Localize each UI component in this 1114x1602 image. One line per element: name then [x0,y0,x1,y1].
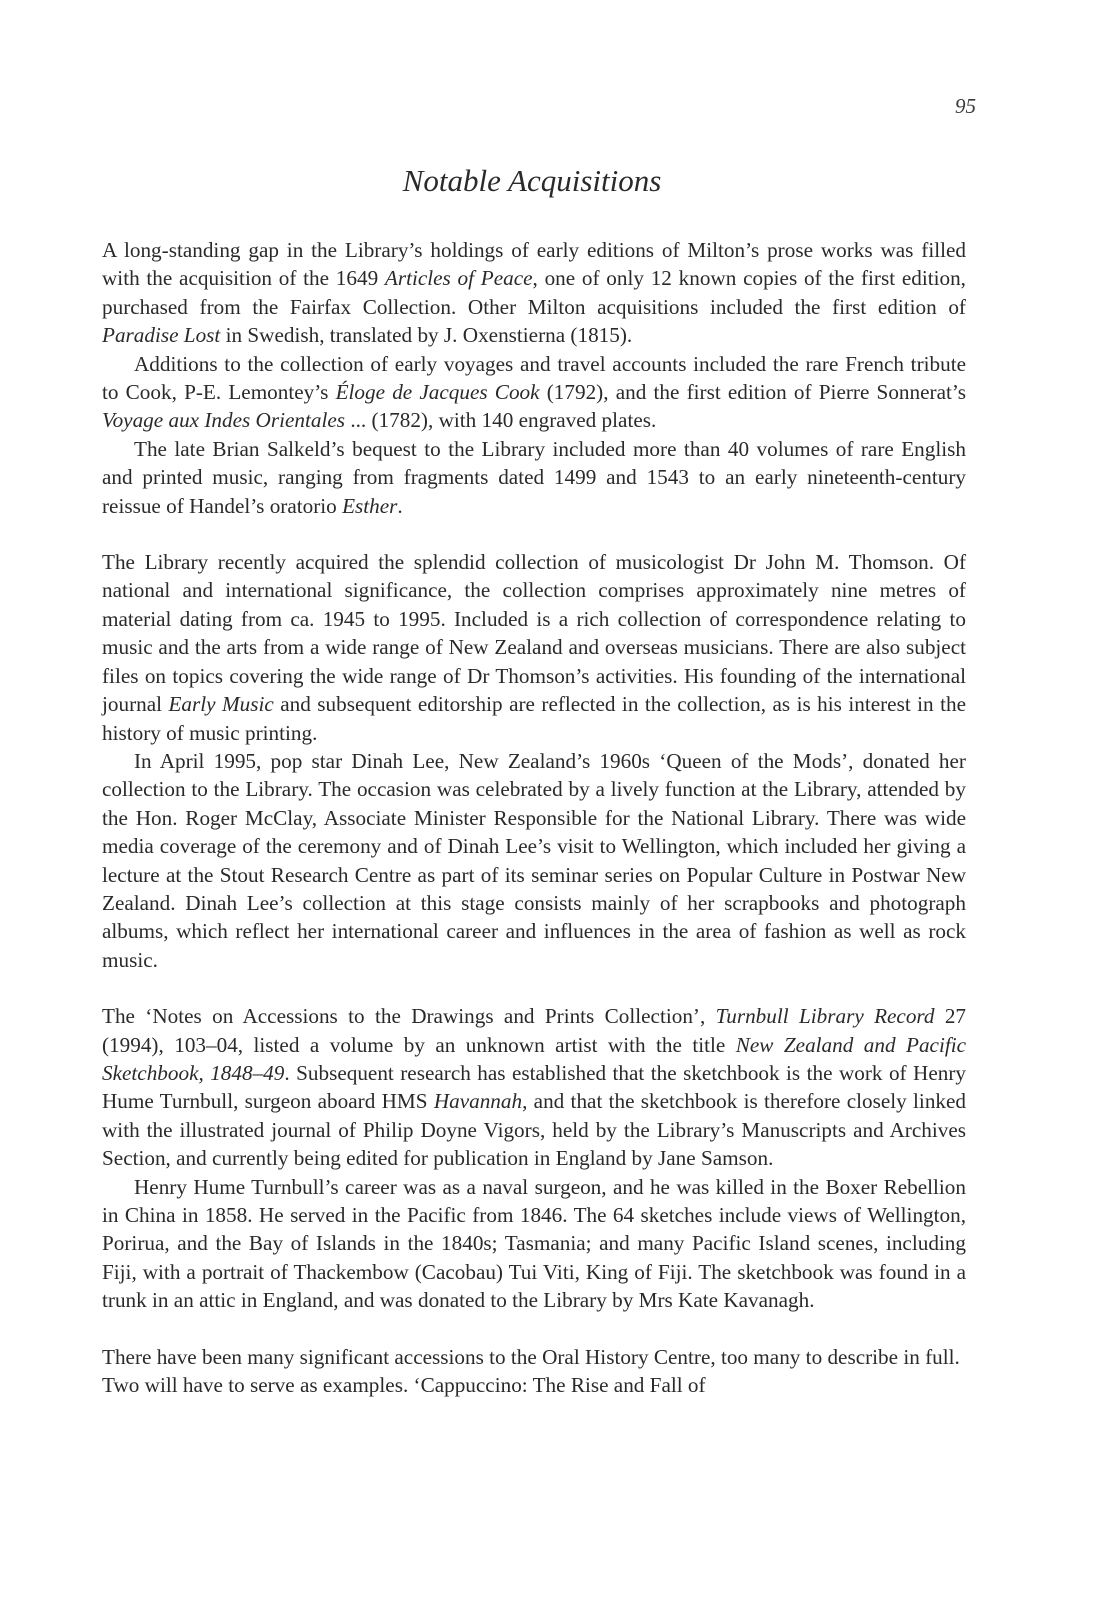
article-body [102,236,966,1399]
paragraph: The Library recently acquired the splendid collection of musicologist Dr John M. Thomson. Of national and international significance, the collection comprises approximately nine metres of material dating from ca. 1945 to 1995. Included is a rich collection of correspondence relating to music and the arts from a wide range of New Zealand and overseas musicians. There are also subject files on topics covering the wide range of Dr Thomson’s activities. His founding of the international journal Early Music and subsequent editorship are reflected in the collection, as is his interest in the history of music printing. [102,550,966,745]
paragraph: A long-standing gap in the Library’s holdings of early editions of Milton’s prose works was filled with the acquisition of the 1649 Articles of Peace, one of only 12 known copies of the first edition, purchased from the Fairfax Collection. Other Milton acquisitions included the first edition of Paradise Lost in Swedish, translated by J. Oxenstierna (1815). [102,238,966,348]
paragraph: There have been many significant accessions to the Oral History Centre, too many to describe in full. Two will have to serve as examples. ‘Cappuccino: The Rise and Fall of [102,1344,960,1398]
page-number: 95 [955,94,976,118]
paragraph: Additions to the collection of early voyages and travel accounts included the rare French tribute to Cook, P-E. Lemontey’s Éloge de Jacques Cook (1792), and the first edition of Pierre Sonnerat’s Voyage aux Indes Orientales ... (1782), with 140 engraved plates. [102,351,966,433]
paragraph: In April 1995, pop star Dinah Lee, New Zealand’s 1960s ‘Queen of the Mods’, donated her collection to the Library. The occasion was celebrated by a lively function at the Library, attended by the Hon. Roger McClay, Associate Minister Responsible for the National Library. There was wide media coverage of the ceremony and of Dinah Lee’s visit to Wellington, which included her giving a lecture at the Stout Research Centre as part of its seminar series on Popular Culture in Postwar New Zealand. Dinah Lee’s collection at this stage consists mainly of her scrapbooks and photograph albums, which reflect her international career and influences in the area of fashion as well as rock music. [102,748,966,972]
page-title: Notable Acquisitions [402,163,662,198]
paragraph: The ‘Notes on Accessions to the Drawings and Prints Collection’, Turnbull Library Record 27 (1994), 103–04, listed a volume by an unknown artist with the title New Zealand and Pacific Sketchbook, 1848–49. Subsequent research has established that the sketchbook is the work of Henry Hume Turnbull, surgeon aboard HMS Havannah, and that the sketchbook is therefore closely linked with the illustrated journal of Philip Doyne Vigors, held by the Library’s Manuscripts and Archives Section, and currently being edited for publication in England by Jane Samson. [102,1004,967,1171]
paragraph: Henry Hume Turnbull’s career was as a naval surgeon, and he was killed in the Boxer Rebellion in China in 1858. He served in the Pacific from 1846. The 64 sketches include views of Wellington, Porirua, and the Bay of Islands in the 1840s; Tasmania; and many Pacific Island scenes, including Fiji, with a portrait of Thackembow (Cacobau) Tui Viti, King of Fiji. The sketchbook was found in a trunk in an attic in England, and was donated to the Library by Mrs Kate Kavanagh. [102,1174,966,1313]
paragraph: The late Brian Salkeld’s bequest to the Library included more than 40 volumes of rare English and printed music, ranging from fragments dated 1499 and 1543 to an early nineteenth-century reissue of Handel’s oratorio Esther. [102,436,966,518]
